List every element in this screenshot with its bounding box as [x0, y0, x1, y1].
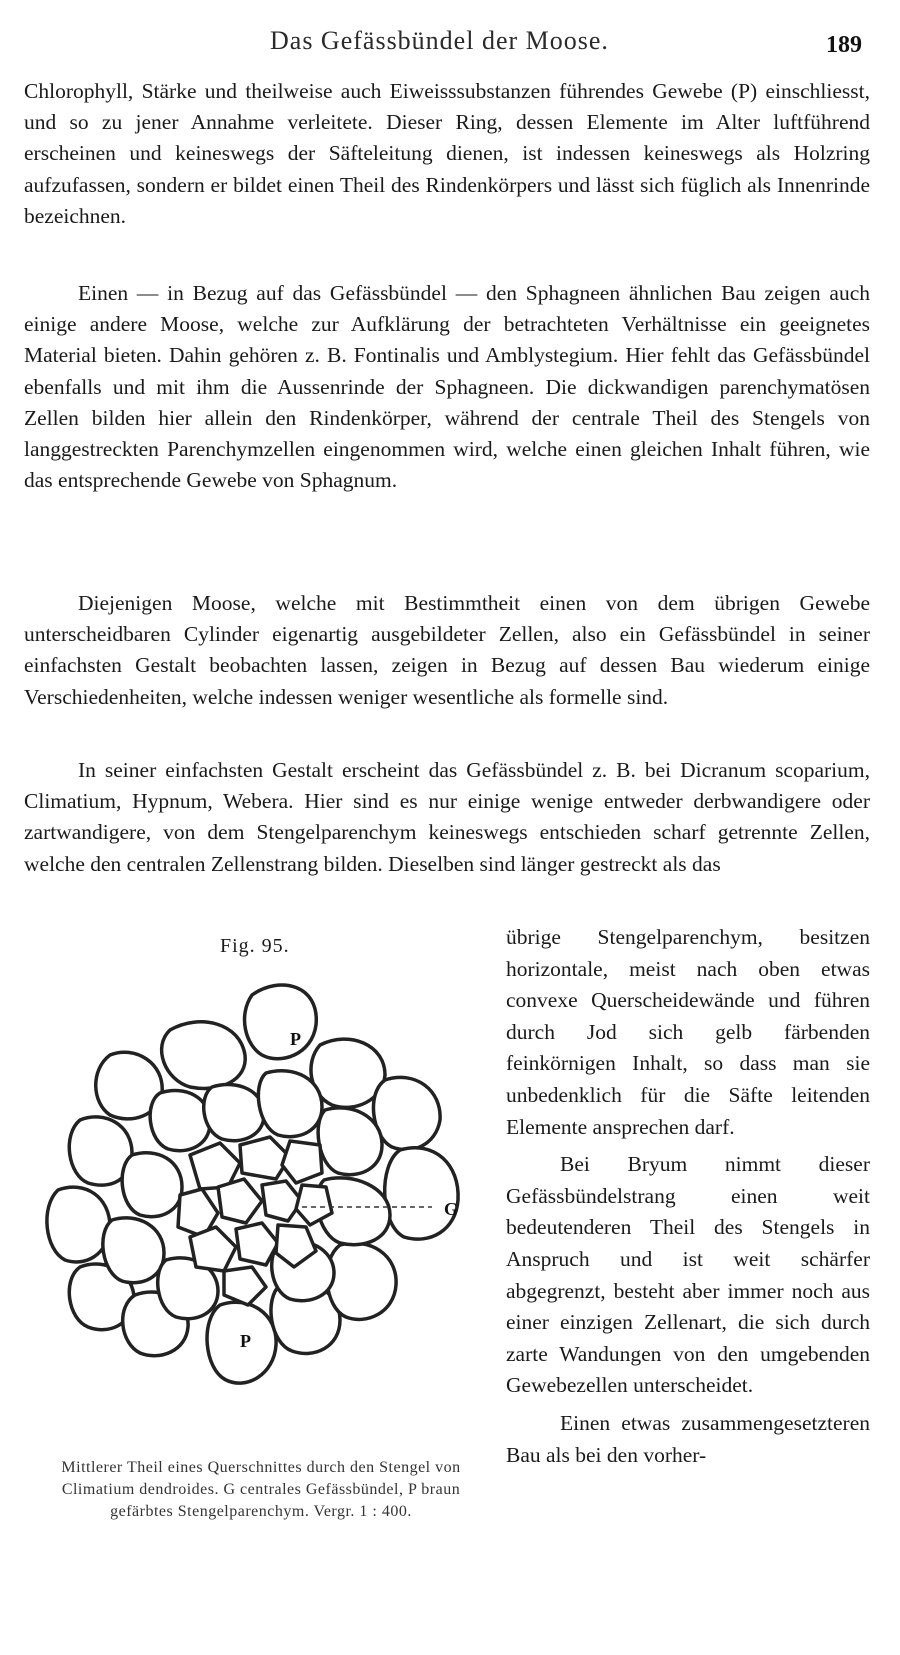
paragraph-text: übrige Stengelparenchym, besitzen horizontale, meist nach oben etwas convexe Querscheidewände und führen durch Jod sich gelb färbenden feinkörnigen Inhalt, so dass man sie unbedenklich für die Säfte leitenden Elemente ansprechen darf. [506, 925, 870, 1139]
side-column [506, 922, 870, 1471]
cell [47, 1187, 110, 1262]
cell [122, 1153, 182, 1217]
label-p-bottom: P [240, 1331, 251, 1351]
label-g: G [444, 1199, 459, 1219]
cell [373, 1077, 440, 1149]
label-p-top: P [290, 1029, 301, 1049]
cell [245, 985, 317, 1059]
cell [282, 1141, 322, 1183]
paragraph-3 [24, 588, 870, 713]
paragraph-2 [24, 278, 870, 496]
paragraph-text: Einen — in Bezug auf das Gefässbündel — den Sphagneen ähnlichen Bau zeigen auch einige andere Moose, welche zur Aufklärung der betrachteten Verhältnisse ein geeignetes Material bieten. Dahin gehören z. B. Fontinalis und Amblystegium. Hier fehlt das Gefässbündel ebenfalls und mit ihm die Aussenrinde der Sphagneen. Die dickwandigen parenchymatösen Zellen bilden hier allein den Rindenkörper, während der centrale Theil des Stengels von langgestreckten Parenchymzellen eingenommen wird, welche einen gleichen Inhalt führen, wie das entsprechende Gewebe von Sphagnum. [24, 281, 870, 493]
cell [385, 1148, 458, 1239]
page-header [0, 24, 900, 64]
paragraph-4 [24, 755, 870, 880]
page-number: 189 [826, 32, 862, 58]
cell [190, 1227, 236, 1271]
figure-caption: Mittlerer Theil eines Querschnittes durch den Stengel von Climatium dendroides. G centrales Gefässbündel, P braun gefärbtes Stengelparenchym. Vergr. 1 : 400. [61, 1459, 461, 1520]
cell [218, 1179, 262, 1223]
cell [318, 1108, 382, 1175]
paragraph-text: Bei Bryum nimmt dieser Gefässbündelstrang einen weit bedeutenderen Theil des Stengels in Anspruch und ist weit schärfer abgegrenzt, besteht aber immer noch aus einer einzigen Zellenart, die sich durch zarte Wandungen von den umgebenden Gewebezellen unterscheidet. [506, 1152, 870, 1398]
figure-title: Fig. 95. [220, 935, 290, 957]
paragraph-1 [24, 76, 870, 232]
cell [162, 1022, 246, 1089]
figure-95 [40, 935, 480, 1555]
cell [103, 1218, 164, 1283]
paragraph-text: Chlorophyll, Stärke und theilweise auch Eiweisssubstanzen führendes Gewebe (P) einschliesst, und so zu jener Annahme verleitete. Dieser Ring, dessen Elemente im Alter luftführend erscheinen und keineswegs der Säfteleitung dienen, ist indessen keineswegs als Holzring aufzufassen, sondern er bildet einen Theil des Rindenkörpers und lässt sich füglich als Innenrinde bezeichnen. [24, 79, 870, 228]
cell [204, 1085, 264, 1141]
cross-section-drawing [40, 975, 480, 1395]
cell [224, 1267, 266, 1305]
paragraph-text: Diejenigen Moose, welche mit Bestimmtheit einen von dem übrigen Gewebe unterscheidbaren Cylinder eigenartig ausgebildeter Zellen, also ein Gefässbündel in seiner einfachsten Gestalt beobachten lassen, zeigen in Bezug auf dessen Bau wiederum einige Verschiedenheiten, welche indessen weniger wesentliche als formelle sind. [24, 591, 870, 709]
cell [258, 1071, 322, 1137]
cell [262, 1181, 302, 1221]
running-title: Das Gefässbündel der Moose. [270, 26, 609, 55]
cell [150, 1091, 210, 1151]
paragraph-text: Einen etwas zusammengesetzteren Bau als bei den vorher- [506, 1410, 870, 1467]
cell [327, 1243, 396, 1319]
paragraph-text: In seiner einfachsten Gestalt erscheint das Gefässbündel z. B. bei Dicranum scoparium, Climatium, Hypnum, Webera. Hier sind es nur einige wenige entweder derbwandigere oder zartwandigere, von dem Stengelparenchym keineswegs entschieden scharf getrennte Zellen, welche den centralen Zellenstrang bilden. Dieselben sind länger gestreckt als das [24, 758, 870, 876]
